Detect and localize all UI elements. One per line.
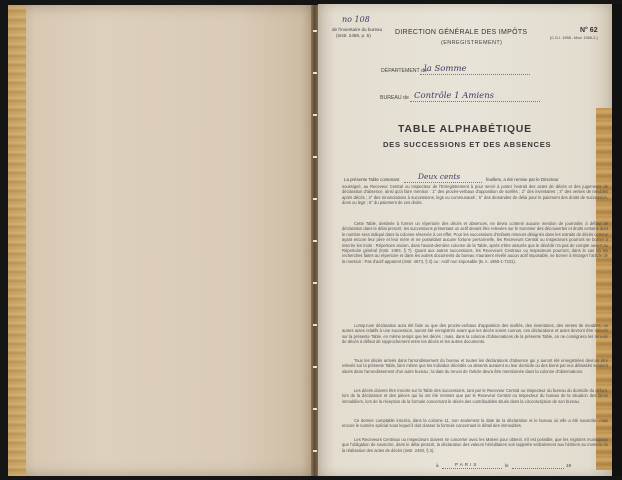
subdirection-heading: (ENREGISTREMENT) [441, 40, 503, 46]
intro-prefix: La présente Table contenant [344, 177, 400, 182]
stitch-mark [313, 282, 317, 284]
instruction-ref: (Instr. 2459, p. 5) [336, 33, 371, 38]
stitch-mark [313, 366, 317, 368]
paragraph-1: soussigné, au Receveur Central ou Inspecteur de l'Enregistrement à pour servir à porter l'extrait des actes de décès et des jugements de déclaration d'absence, ainsi qu'à faire mention : 1° des procès-verbaux d'apposition de scellés ; 2° des inventaires ; 3° des ventes de meubles après décès ; 4° des renonciations à successions, legs ou communauté ; 5° des demandes de délai pour le paiement des droits de succession, dons ou legs ; 6° du paiement de ces droits. [342, 184, 608, 206]
intro-count: Deux cents [418, 172, 461, 181]
paragraph-4: Tous les décès arrivés dans l'arrondissement du bureau et toutes les déclarations d'absence qui y auront été enregistrées devront être relevés sur la présente Table, bien même que les individus décédés ou absents auraient eu leur domicile ou des biens par eux délaissés seraient situés dans l'arrondissement d'un autre bureau ; la date du renvoi de l'article devra être mentionnée dans la colonne d'observations. [342, 358, 608, 374]
document-title: TABLE ALPHABÉTIQUE [398, 123, 532, 135]
paragraph-3: Lorsqu'une déclaration aura été faite ou que des procès-verbaux d'apposition des scellés, des inventaires, des ventes de meubles, ou autres actes relatifs à une succession, auront été enregistrés avant que les décès soient connus, ces déclarations et actes devront être relevés sur la présente Table, en même temps que les décès ; mais, dans la colonne d'observations de la présente Table, on ne consignera les renvois de décès à défaut de rapprochement entre les décès et les autres documents. [342, 323, 608, 345]
stitch-mark [313, 30, 317, 32]
left-binding-strip [8, 5, 26, 476]
bureau-dotted-line [410, 101, 540, 102]
footer-year: 19 [566, 463, 572, 468]
intro-dotted-line [404, 182, 482, 183]
footer-mid: le [505, 463, 509, 468]
inventory-number: no 108 [342, 15, 370, 24]
paragraph-6: Ce dernier comptable inscrira, dans la colonne 11, non seulement la date de la déclaration et le bureau où elle a été souscrite, mais encore le numéro spécial sous lequel il doit classer la formule concernant le détail des immeubles. [342, 418, 608, 429]
stitch-mark [313, 408, 317, 410]
stitch-mark [313, 72, 317, 74]
form-number: N° 62 [580, 27, 598, 34]
paragraph-7: Les Receveurs Centraux ou Inspecteurs doivent se concerter avec les Maires pour obtenir, s'il est possible, que les registres municipaux que l'obligation de souscrire, dans le délai prescrit, la déclaration des valeurs héréditaires soit rappelée verbalement aux héritiers au moment de la réalisation des actes de décès (Instr. 2493, § 2). [342, 437, 608, 453]
stitch-mark [313, 240, 317, 242]
bureau-value: Contrôle 1 Amiens [414, 91, 495, 101]
left-page [8, 5, 314, 476]
document-subtitle: DES SUCCESSIONS ET DES ABSENCES [383, 140, 552, 149]
footer-place-line [442, 468, 502, 469]
footer-place: PARIS [455, 462, 479, 467]
department-value: la Somme [424, 64, 467, 74]
inventory-label: de l'inventaire du bureau [332, 27, 383, 32]
footer-prefix: à [436, 463, 439, 468]
stitch-mark [313, 324, 317, 326]
paragraph-2: Cette Table, destinée à former un répertoire des décès et absences, ne devra contenir aucune mention de journalier, à défaut de déclaration dans le délai prescrit, les successions présentant un actif devant être relevées sur le Sommier des découvertes et droits certains dont le nombre sera indiqué dans la colonne réservée à cet effet. Pour les successions d'enfants mineurs désignés dans les extraits de décès comme ayant encore leur père et leur mère et ne possédant aucune fortune personnelle, les Receveurs Central ou Inspecteurs pourront se borner à inscrire les mots : Répertoire ancien, dans l'avant-dernière colonne de la Table, après s'être assurés que le décédé n'a pas de compte ouvert au Répertoire général (Instr. 2493, § 7). Quant aux autres successions, les Receveurs Centraux ou Inspecteurs pourront, dans le cas où les recherches faites au répertoire et dans les autres documents du bureau n'auraient révélé aucun actif imposable, se borner à émarger l'article de la mention : Pas d'actif apparent (Instr. 4673, § 3) ou : Actif non imposable (B. A. 1950-1-7231). [342, 221, 608, 264]
stitch-mark [313, 114, 317, 116]
direction-heading: DIRECTION GÉNÉRALE DES IMPÔTS [395, 29, 528, 36]
stitch-mark [313, 156, 317, 158]
stitch-mark [313, 450, 317, 452]
right-edge [612, 4, 622, 476]
bureau-label: BUREAU de [380, 95, 409, 101]
paragraph-5: Les décès doivent être inscrits sur la Table des successions, tant par le Receveur Central ou Inspecteur du bureau du domicile du défunt, lors de la déclaration et des pièces qui lui ont été remises que par le Receveur Central ou Inspecteur du bureau de la situation des biens immobiliers, lors de la réception de la formule concernant le décès des contribuables situés dans la circonscription de son bureau. [342, 388, 608, 404]
stitch-mark [313, 198, 317, 200]
department-dotted-line [420, 74, 530, 75]
form-reference: (C.G.I. 1958 - Mod. 1955-2.) [550, 36, 598, 40]
intro-suffix: feuillets, a été remise par le Directeur [486, 177, 559, 182]
department-label: DÉPARTEMENT de [381, 68, 427, 74]
footer-date-line [512, 468, 564, 469]
